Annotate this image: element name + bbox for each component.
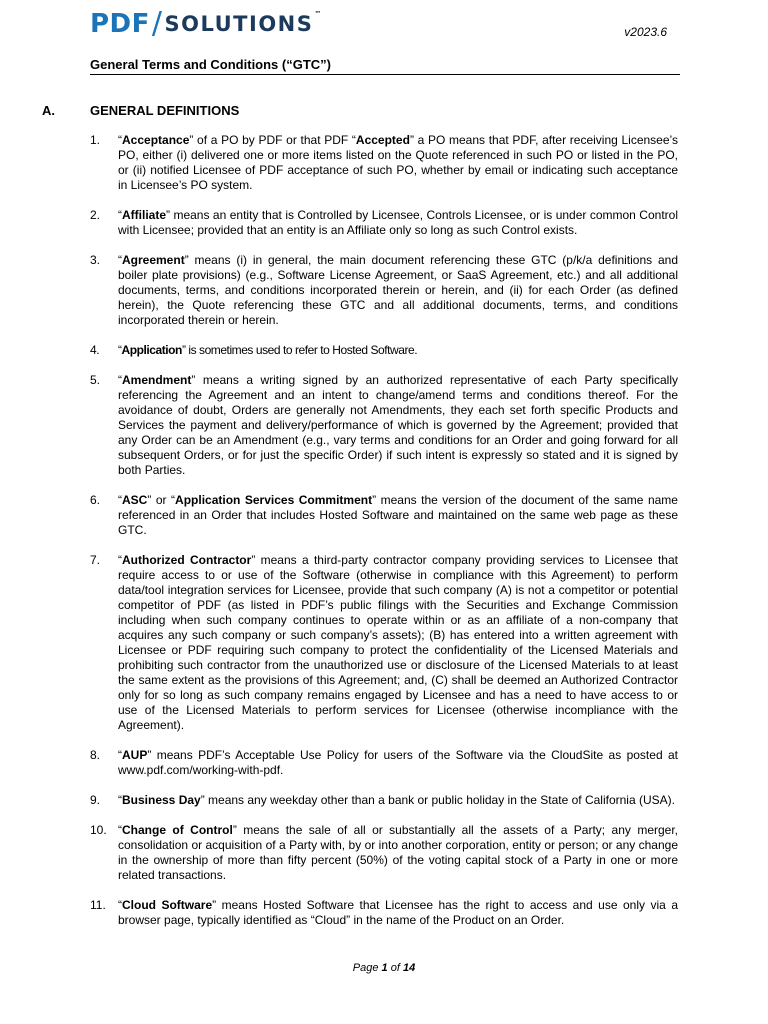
logo-slash: / [151,6,163,41]
definition-item: 11. “Cloud Software” means Hosted Software that Licensee has the right to access and use only via a browser page, typically identified as “Cloud” in the name of the Product on an Order. [90,898,678,927]
definition-text: ” means an entity that is Controlled by Licensee, Controls Licensee, or is under common Control with Licensee; provided that an entity is an Affiliate only so long as such Control exists. [118,208,678,237]
definition-text: ” means the version of the document of the same name referenced in an Order that includes Hosted Software and maintained on the same web page as these GTC. [118,493,678,537]
definition-number: 5. [90,373,101,387]
definition-item: 1. “Acceptance” of a PO by PDF or that PDF “Accepted” a PO means that PDF, after receiving Licensee’s PO, either (i) delivered one or more items listed on the Quote referenced in such PO or listed in the PO, or (ii) notified Licensee of PDF acceptance of such PO, whether by email or indicating such acceptance in Licensee’s PO system. [90,133,678,192]
definition-item: 3. “Agreement” means (i) in general, the main document referencing these GTC (p/k/a definitions and boiler plate provisions) (e.g., Software License Agreement, or SaaS Agreement, etc.) and all additional documents, terms, and conditions incorporated therein or herein, and (ii) for each Order (as defined herein), the Quote referencing these GTC and all additional documents, terms, and conditions incorporated therein or herein. [90,253,678,327]
section-title: GENERAL DEFINITIONS [90,103,240,118]
definition-text: ” means a writing signed by an authorized representative of each Party specifically referencing the Agreement and an intent to change/amend terms and conditions thereof. For the avoidance of doubt, Orders are generally not Amendments, they each set forth specific Products and Services the payment and delivery/performance of which is governed by the Agreement; provided that any Order can be an Amendment (e.g., vary terms and conditions for an Order and going forward for all subsequent Orders, or for just the specific Order) if such intent is expressly so stated and it is signed by both Parties. [118,373,678,477]
definition-item: 10. “Change of Control” means the sale of all or substantially all the assets of a Party; any merger, consolidation or acquisition of a Party with, by or into another corporation, entity or person; or any change in the ownership of more than fifty percent (50%) of the voting capital stock of a Party in one or more related transactions. [90,823,679,882]
definition-text: ” is sometimes used to refer to Hosted Software. [181,343,418,357]
definition-term: ASC [122,493,148,507]
logo-trademark: ™ [314,10,322,18]
section-letter: A. [42,103,55,118]
definition-number: 11. [90,898,106,912]
definition-number: 2. [90,208,101,222]
definition-item: 4. “Application” is sometimes used to refer to Hosted Software. [90,343,418,357]
definition-term: Acceptance [122,133,190,147]
definition-text: ” means Hosted Software that Licensee has the right to access and use only via a browser page, typically identified as “Cloud” in the name of the Product on an Order. [118,898,678,927]
logo-solutions-text: SOLUTIONS [164,12,314,36]
definition-number: 9. [90,793,101,807]
definition-term: Cloud Software [122,898,213,912]
definition-item: 2. “Affiliate” means an entity that is Controlled by Licensee, Controls Licensee, or is under common Control with Licensee; provided that an entity is an Affiliate only so long as such Control exists. [90,208,678,237]
definition-text: ” means the sale of all or substantially all the assets of a Party; any merger, consolidation or acquisition of a Party with, by or into another corporation, entity or person; or any change in the ownership of more than fifty percent (50%) of the voting capital stock of a Party in one or more related transactions. [118,823,679,882]
definition-term: Application [121,343,182,357]
definition-text: ” means any weekday other than a bank or public holiday in the State of California (USA). [200,793,675,807]
definition-term: Business Day [122,793,201,807]
page-total: 14 [402,962,416,974]
page-footer [0,962,768,974]
definition-item: 5. “Amendment” means a writing signed by an authorized representative of each Party specifically referencing the Agreement and an intent to change/amend terms and conditions thereof. For the avoidance of doubt, Orders are generally not Amendments, they each set forth specific Products and Services the payment and delivery/performance of which is governed by the Agreement; provided that any Order can be an Amendment (e.g., vary terms and conditions for an Order and going forward for all subsequent Orders, or for just the specific Order) if such intent is expressly so stated and it is signed by both Parties. [90,373,678,477]
definition-number: 3. [90,253,101,267]
definition-item: 7. “Authorized Contractor” means a third-party contractor company providing services to Licensee that require access to or use of the Software (otherwise in compliance with this Agreement) to perform data/tool integration services for Licensee, provide that such company (A) is not a competitor or potential competitor of PDF (as listed in PDF’s public filings with the Securities and Exchange Commission including when such company continues to operate within or as an affiliate of a non-company that acquires any such company or such company’s assets); (B) has entered into a written agreement with Licensee or PDF requiring such company to protect the confidentiality of the Licensed Materials and prohibiting such contractor from the unauthorized use or disclosure of the Licensed Materials to at least the same extent as the provisions of this Agreement; and, (C) shall be deemed an Authorized Contractor only for so long as such company remains engaged by Licensee and has a need to have access to or use of the Licensed Materials to perform services for Licensee (otherwise incompliance with the Agreement). [90,553,678,732]
definition-number: 4. [90,343,100,357]
definition-text: ” means (i) in general, the main document referencing these GTC (p/k/a definitions and boiler plate provisions) (e.g., Software License Agreement, or SaaS Agreement, etc.) and all additional documents, terms, and conditions incorporated therein or herein, and (ii) for each Order (as defined herein), the Quote referencing these GTC and all additional documents, terms, and conditions incorporated therein or herein. [118,253,678,327]
definition-number: 10. [90,823,107,837]
definition-number: 1. [90,133,101,147]
page-number: 1 [381,962,388,974]
definition-term: Accepted [355,133,410,147]
pdf-solutions-logo [90,8,322,42]
definition-term: Affiliate [122,208,167,222]
definition-text: ” means PDF’s Acceptable Use Policy for users of the Software via the CloudSite as posted at www.pdf.com/working-with-pdf. [118,748,678,777]
definition-term: Application Services Commitment [175,493,373,507]
definition-number: 8. [90,748,101,762]
definition-term: Amendment [122,373,192,387]
section-heading [42,103,682,118]
definition-item: 9. “Business Day” means any weekday other than a bank or public holiday in the State of California (USA). [90,793,675,807]
definition-item: 6. “ASC” or “Application Services Commitment” means the version of the document of the same name referenced in an Order that includes Hosted Software and maintained on the same web page as these GTC. [90,493,678,537]
definition-term: AUP [122,748,148,762]
definition-text: ” a PO means that PDF, after receiving Licensee’s PO, either (i) delivered one or more items listed on the Quote referenced in such PO or listed in the PO, or (ii) notified Licensee of PDF acceptance of such PO, whether by email or indicating such acceptance in Licensee’s PO system. [118,133,678,192]
definition-number: 7. [90,553,101,567]
definition-item: 8. “AUP” means PDF’s Acceptable Use Policy for users of the Software via the CloudSite as posted at www.pdf.com/working-with-pdf. [90,748,678,777]
logo-pdf-text: PDF [90,9,150,39]
page-label: Page [352,962,379,974]
definition-term: Change of Control [122,823,233,837]
definition-number: 6. [90,493,101,507]
document-title: General Terms and Conditions (“GTC”) [90,57,680,75]
definition-term: Authorized Contractor [122,553,252,567]
definitions-list [90,133,678,943]
definition-text: ” means a third-party contractor company providing services to Licensee that require access to or use of the Software (otherwise in compliance with this Agreement) to perform data/tool integration services for Licensee, provide that such company (A) is not a competitor or potential competitor of PDF (as listed in PDF’s public filings with the Securities and Exchange Commission including when such company continues to operate within or as an affiliate of a non-company that acquires any such company or such company’s assets); (B) has entered into a written agreement with Licensee or PDF requiring such company to protect the confidentiality of the Licensed Materials and prohibiting such contractor from the unauthorized use or disclosure of the Licensed Materials to at least the same extent as the provisions of this Agreement; and, (C) shall be deemed an Authorized Contractor only for so long as such company remains engaged by Licensee and has a need to have access to or use of the Licensed Materials to perform services for Licensee (otherwise incompliance with the Agreement). [118,553,678,732]
page-of-label: of [390,962,400,974]
document-version: v2023.6 [624,25,667,39]
definition-term: Agreement [122,253,185,267]
